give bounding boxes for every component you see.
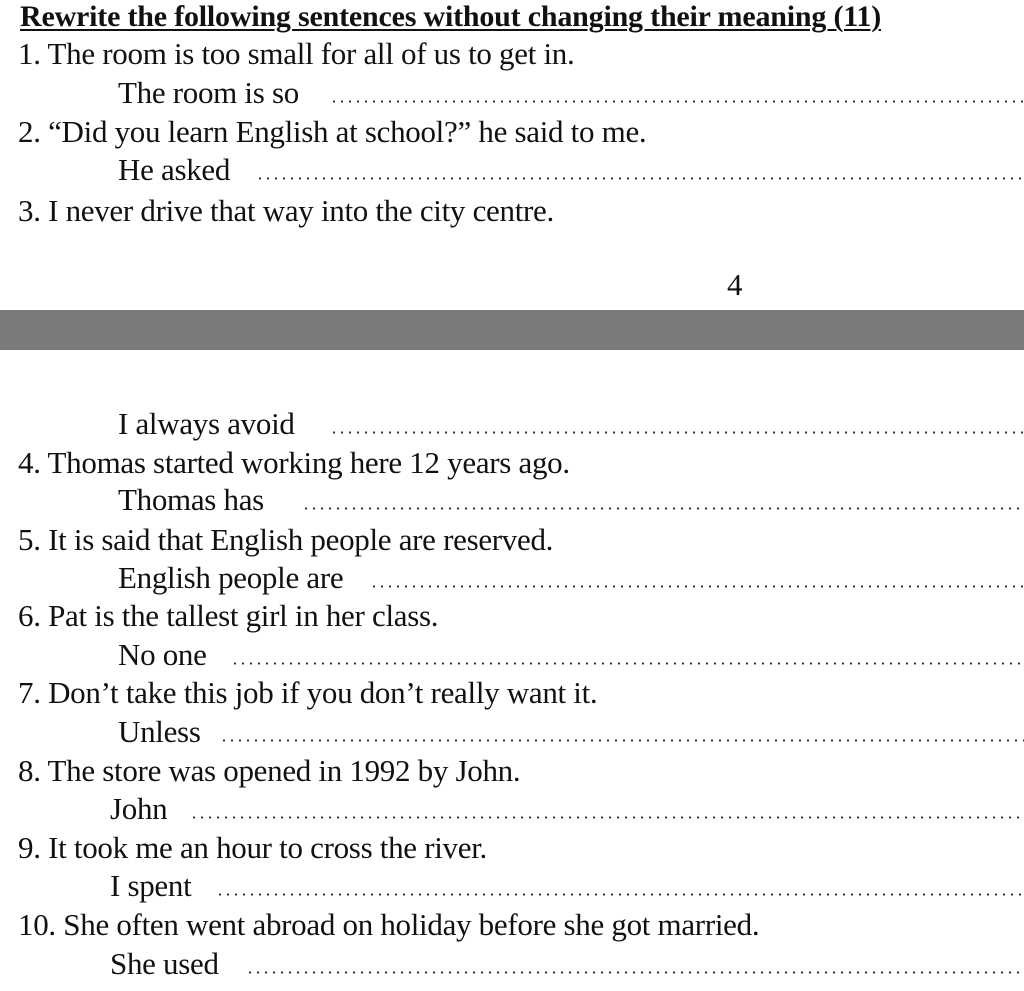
answer-blank-1[interactable] xyxy=(330,100,1024,103)
answer-prompt-5: English people are xyxy=(118,560,344,595)
answer-blank-2[interactable] xyxy=(256,177,1024,180)
answer-blank-4[interactable] xyxy=(302,507,1024,510)
question-8: 8. The store was opened in 1992 by John. xyxy=(18,753,521,788)
question-1: 1. The room is too small for all of us to get in. xyxy=(18,36,575,71)
answer-blank-10[interactable] xyxy=(246,971,1024,974)
answer-prompt-10: She used xyxy=(110,946,219,981)
question-10: 10. She often went abroad on holiday before she got married. xyxy=(18,907,760,942)
answer-blank-3[interactable] xyxy=(330,431,1024,434)
answer-prompt-9: I spent xyxy=(110,868,192,903)
answer-prompt-4: Thomas has xyxy=(118,482,264,517)
answer-blank-8[interactable] xyxy=(190,816,1024,819)
question-2: 2. “Did you learn English at school?” he said to me. xyxy=(18,114,647,149)
answer-blank-9[interactable] xyxy=(216,893,1024,896)
question-9: 9. It took me an hour to cross the river. xyxy=(18,830,487,865)
answer-prompt-3: I always avoid xyxy=(118,406,295,441)
answer-blank-6[interactable] xyxy=(231,662,1024,665)
question-6: 6. Pat is the tallest girl in her class. xyxy=(18,598,439,633)
exercise-heading: Rewrite the following sentences without changing their meaning (11) xyxy=(20,0,881,33)
answer-prompt-7: Unless xyxy=(118,714,201,749)
page-number: 4 xyxy=(727,267,743,302)
question-5: 5. It is said that English people are reserved. xyxy=(18,522,554,557)
answer-prompt-6: No one xyxy=(118,637,207,672)
answer-prompt-8: John xyxy=(110,791,168,826)
answer-blank-7[interactable] xyxy=(220,739,1024,742)
page-break-bar xyxy=(0,310,1024,350)
question-7: 7. Don’t take this job if you don’t really want it. xyxy=(18,675,598,710)
answer-prompt-2: He asked xyxy=(118,152,231,187)
question-3: 3. I never drive that way into the city centre. xyxy=(18,193,554,228)
answer-blank-5[interactable] xyxy=(370,585,1024,588)
answer-prompt-1: The room is so xyxy=(118,75,299,110)
question-4: 4. Thomas started working here 12 years ago. xyxy=(18,445,570,480)
